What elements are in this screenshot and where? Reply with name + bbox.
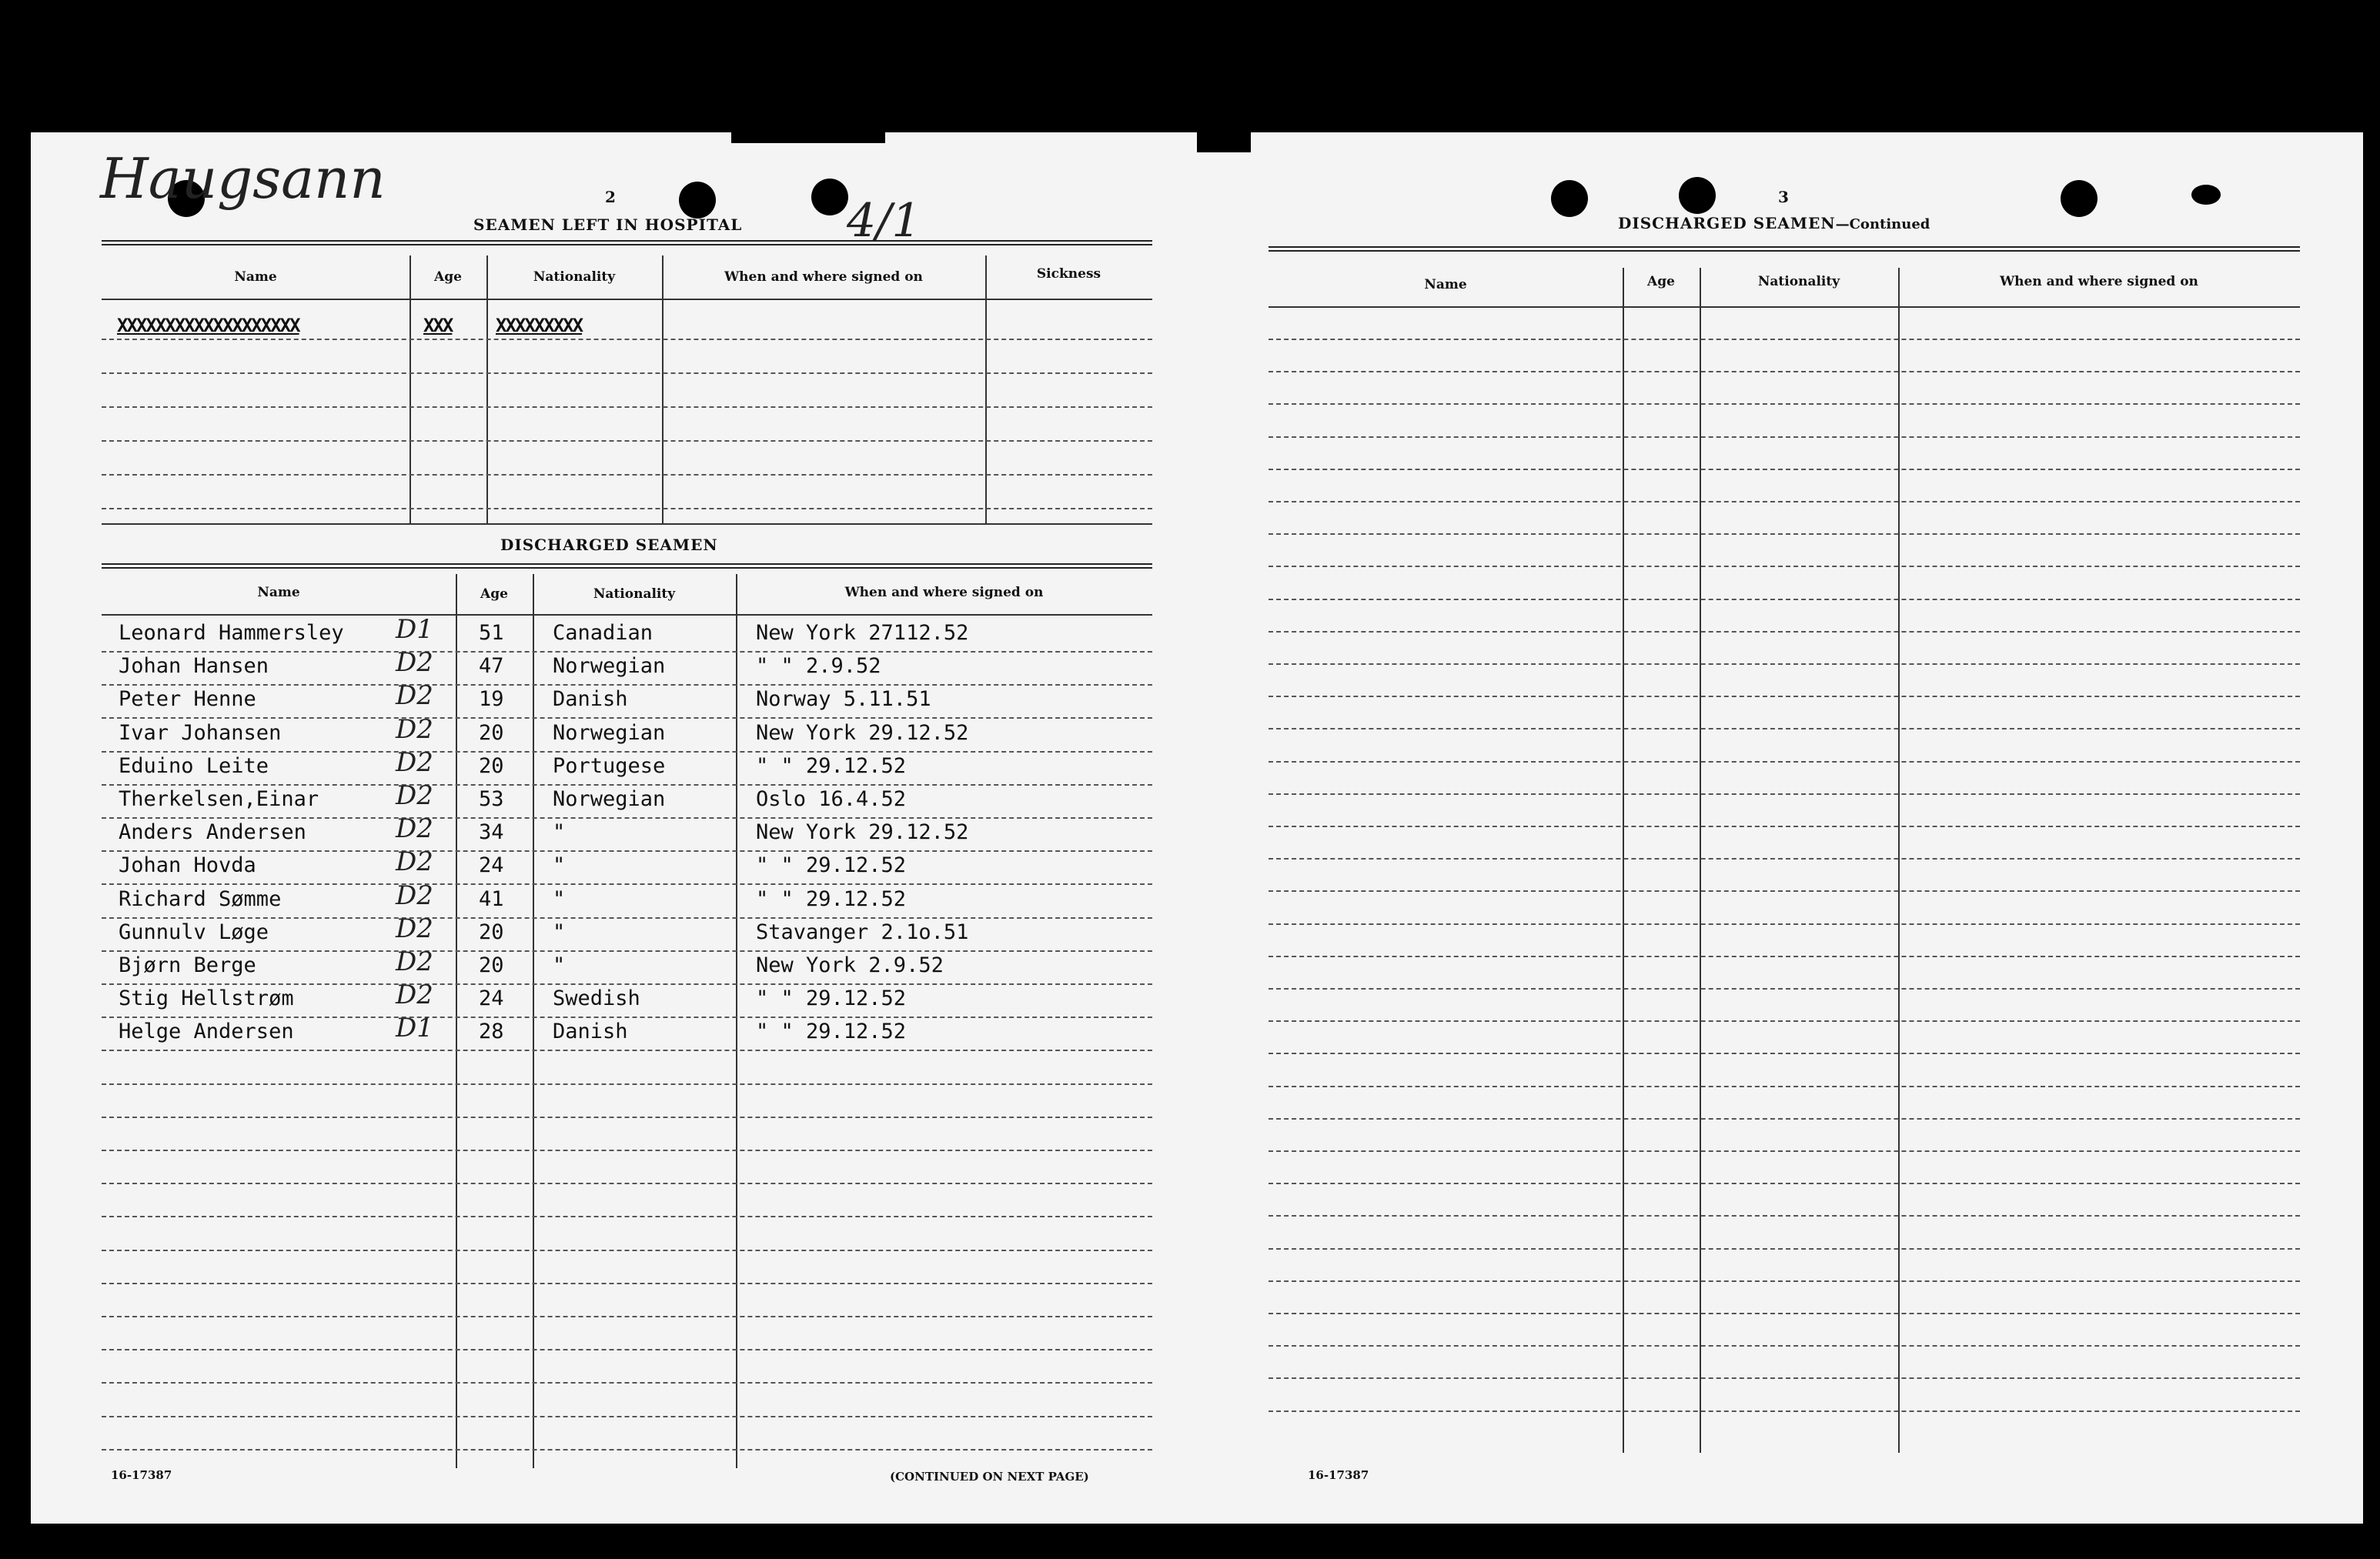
col-header-age: Age [480, 586, 508, 602]
row-rule [1269, 1086, 2300, 1087]
discharge-mark: D2 [396, 880, 433, 911]
row-rule [1269, 1377, 2300, 1379]
row-rule [1269, 1248, 2300, 1250]
seaman-nationality: Danish [553, 1020, 628, 1044]
row-rule [1269, 956, 2300, 957]
row-rule [102, 950, 1152, 952]
row-rule [102, 883, 1152, 885]
seaman-nationality: " [553, 920, 566, 944]
row-rule [1269, 1313, 2300, 1314]
col-header-name: Name [234, 269, 277, 285]
hospital-section-title: SEAMEN LEFT IN HOSPITAL [473, 215, 743, 234]
signed-on: " " 2.9.52 [756, 654, 881, 679]
seaman-age: 24 [479, 986, 504, 1011]
signed-on: New York 2.9.52 [756, 953, 944, 977]
punch-hole [1551, 180, 1588, 217]
discharge-mark: D2 [396, 913, 433, 944]
seaman-name: Peter Henne [119, 687, 256, 712]
signed-on: " " 29.12.52 [756, 1020, 907, 1044]
discharge-mark: D2 [396, 780, 433, 811]
row-rule [1269, 890, 2300, 892]
row-rule [1269, 1215, 2300, 1217]
seaman-name: Ivar Johansen [119, 720, 282, 745]
seaman-age: 20 [479, 953, 504, 977]
seaman-age: 20 [479, 920, 504, 944]
seaman-name: Bjørn Berge [119, 953, 256, 977]
row-rule [1269, 988, 2300, 990]
punch-hole [811, 179, 848, 215]
discharge-mark: D2 [396, 746, 433, 778]
row-rule [102, 651, 1152, 653]
row-rule [1269, 403, 2300, 405]
row-rule [102, 983, 1152, 985]
seaman-name: Leonard Hammersley [119, 621, 344, 645]
signed-on: " " 29.12.52 [756, 753, 907, 778]
row-rule [102, 508, 1152, 509]
signed-on: Oslo 16.4.52 [756, 787, 907, 811]
row-rule [102, 1382, 1152, 1384]
seaman-age: 53 [479, 787, 504, 811]
seaman-name: Richard Sømme [119, 886, 282, 911]
continued-note: (CONTINUED ON NEXT PAGE) [890, 1470, 1089, 1484]
row-rule [102, 784, 1152, 786]
discharged-section-title: DISCHARGED SEAMEN [500, 536, 718, 554]
seaman-name: Anders Andersen [119, 820, 306, 845]
seaman-age: 20 [479, 753, 504, 778]
col-header-age: Age [1647, 274, 1675, 289]
row-rule [102, 1216, 1152, 1217]
row-rule [102, 817, 1152, 819]
row-rule [1269, 469, 2300, 470]
seaman-name: Gunnulv Løge [119, 920, 269, 944]
row-rule [1269, 793, 2300, 795]
row-rule [102, 1050, 1152, 1051]
row-rule [1269, 1280, 2300, 1282]
col-header-sickness: Sickness [1036, 266, 1101, 282]
torn-edge [1197, 132, 1251, 152]
seaman-nationality: Swedish [553, 986, 640, 1011]
struck-name: XXXXXXXXXXXXXXXXXXX [117, 315, 299, 336]
seaman-name: Stig Hellstrøm [119, 986, 294, 1011]
seaman-age: 41 [479, 886, 504, 911]
discharge-mark: D2 [396, 980, 433, 1011]
col-header-nationality: Nationality [1757, 274, 1840, 289]
signed-on: New York 29.12.52 [756, 820, 969, 845]
row-rule [102, 1283, 1152, 1284]
form-number: 16-17387 [111, 1468, 172, 1482]
seaman-age: 24 [479, 853, 504, 878]
discharge-mark: D2 [396, 846, 433, 878]
row-rule [1269, 1118, 2300, 1120]
row-rule [102, 372, 1152, 374]
struck-nationality: XXXXXXXXX [496, 315, 583, 336]
row-rule [102, 1017, 1152, 1018]
col-header-signed-on: When and where signed on [844, 585, 1044, 600]
row-rule [102, 1349, 1152, 1350]
row-rule [1269, 1020, 2300, 1022]
row-rule [102, 717, 1152, 719]
header-rule [102, 240, 1152, 245]
row-rule [1269, 728, 2300, 729]
continued-section-title: DISCHARGED SEAMEN—Continued [1618, 214, 1930, 232]
discharge-mark: D1 [396, 614, 433, 645]
seaman-age: 28 [479, 1020, 504, 1044]
punch-hole [2191, 185, 2221, 205]
row-rule [102, 339, 1152, 340]
row-rule [102, 1316, 1152, 1317]
col-header-signed-on: When and where signed on [2000, 274, 2198, 289]
row-rule [102, 440, 1152, 442]
punch-hole [1679, 177, 1716, 214]
col-header-signed-on: When and where signed on [724, 269, 923, 285]
seaman-name: Helge Andersen [119, 1020, 294, 1044]
seaman-nationality: " [553, 820, 566, 845]
col-header-age: Age [434, 269, 462, 285]
signed-on: New York 27112.52 [756, 621, 969, 645]
discharge-mark: D1 [396, 1013, 433, 1044]
seaman-nationality: Norwegian [553, 654, 666, 679]
seaman-nationality: " [553, 853, 566, 878]
row-rule [102, 1083, 1152, 1085]
row-rule [1269, 533, 2300, 535]
row-rule [1269, 826, 2300, 827]
row-rule [102, 1449, 1152, 1451]
row-rule [102, 917, 1152, 919]
signed-on: Stavanger 2.1o.51 [756, 920, 969, 944]
discharge-mark: D2 [396, 680, 433, 712]
seaman-name: Johan Hovda [119, 853, 256, 878]
page-number: 3 [1778, 188, 1789, 206]
seaman-age: 47 [479, 654, 504, 679]
punch-hole [679, 182, 716, 219]
seaman-nationality: Canadian [553, 621, 653, 645]
torn-edge [731, 132, 885, 143]
signed-on: " " 29.12.52 [756, 853, 907, 878]
row-rule [102, 1183, 1152, 1184]
seaman-nationality: " [553, 953, 566, 977]
row-rule [102, 751, 1152, 753]
row-rule [1269, 1345, 2300, 1347]
discharge-mark: D2 [396, 813, 433, 845]
row-rule [102, 850, 1152, 852]
row-rule [1269, 339, 2300, 340]
signed-on: Norway 5.11.51 [756, 687, 931, 712]
col-header-name: Name [257, 585, 300, 600]
row-rule [1269, 631, 2300, 633]
right-page [1197, 132, 2363, 1524]
row-rule [102, 1416, 1152, 1417]
row-rule [1269, 436, 2300, 438]
seaman-age: 51 [479, 621, 504, 645]
signed-on: " " 29.12.52 [756, 986, 907, 1011]
row-rule [1269, 1150, 2300, 1152]
left-page [31, 132, 1197, 1524]
row-rule [1269, 1053, 2300, 1054]
row-rule [1269, 858, 2300, 860]
row-rule [102, 406, 1152, 408]
page-number: 2 [605, 188, 616, 206]
seaman-age: 20 [479, 720, 504, 745]
discharge-mark: D2 [396, 713, 433, 745]
signature: Haugsann [100, 146, 386, 211]
seaman-nationality: Norwegian [553, 787, 666, 811]
seaman-name: Eduino Leite [119, 753, 269, 778]
seaman-nationality: Danish [553, 687, 628, 712]
row-rule [1269, 1183, 2300, 1184]
seaman-name: Johan Hansen [119, 654, 269, 679]
signed-on: " " 29.12.52 [756, 886, 907, 911]
row-rule [1269, 696, 2300, 697]
row-rule [102, 1250, 1152, 1251]
handwritten-mark: 4/1 [847, 194, 921, 248]
col-header-nationality: Nationality [533, 269, 616, 285]
discharge-mark: D2 [396, 647, 433, 679]
seaman-age: 19 [479, 687, 504, 712]
row-rule [1269, 501, 2300, 502]
discharge-mark: D2 [396, 946, 433, 977]
row-rule [1269, 1410, 2300, 1412]
col-header-name: Name [1424, 277, 1467, 292]
form-number: 16-17387 [1308, 1468, 1369, 1482]
seaman-nationality: Norwegian [553, 720, 666, 745]
row-rule [102, 1150, 1152, 1151]
record-sheet [31, 132, 2363, 1524]
struck-age: XXX [423, 315, 453, 336]
row-rule [1269, 371, 2300, 372]
punch-hole [2061, 180, 2098, 217]
row-rule [102, 684, 1152, 686]
col-header-nationality: Nationality [593, 586, 676, 602]
row-rule [1269, 761, 2300, 763]
row-rule [1269, 566, 2300, 567]
row-rule [102, 474, 1152, 476]
seaman-name: Therkelsen,Einar [119, 787, 319, 811]
seaman-nationality: Portugese [553, 753, 666, 778]
signed-on: New York 29.12.52 [756, 720, 969, 745]
row-rule [102, 1117, 1152, 1118]
seaman-nationality: " [553, 886, 566, 911]
seaman-age: 34 [479, 820, 504, 845]
row-rule [1269, 663, 2300, 665]
row-rule [1269, 923, 2300, 925]
row-rule [1269, 599, 2300, 600]
